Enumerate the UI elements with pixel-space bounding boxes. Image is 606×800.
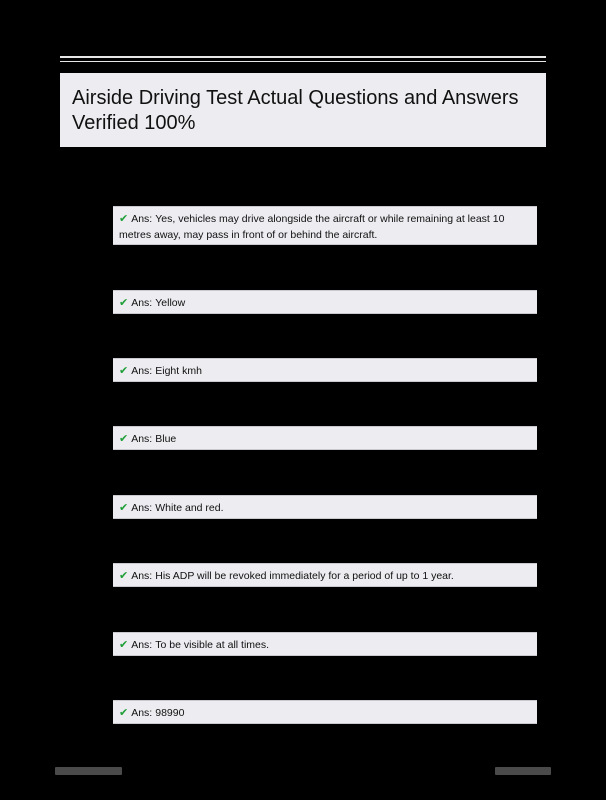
answer-box-5 [113,495,537,519]
answer-prefix: Ans: [131,639,153,651]
check-icon: ✔ [119,297,129,309]
answer-text: 98990 [155,707,185,719]
answer-text: His ADP will be revoked immediately for a period of up to 1 year. [155,570,454,582]
check-icon: ✔ [119,502,129,514]
footer-right-redacted [495,767,551,775]
answer-text: Yes, vehicles may drive alongside the aircraft or while remaining at least 10 metres away, may pass in front of or behind the aircraft. [119,213,505,241]
answer-box-8 [113,700,537,724]
top-divider-thin [60,61,546,62]
top-divider [60,56,546,58]
answer-prefix: Ans: [131,707,153,719]
answer-prefix: Ans: [131,502,153,514]
answer-box-7 [113,632,537,656]
answer-prefix: Ans: [131,297,153,309]
check-icon: ✔ [119,365,129,377]
answer-box-3 [113,358,537,382]
check-icon: ✔ [119,707,129,719]
check-icon: ✔ [119,639,129,651]
answer-prefix: Ans: [131,433,153,445]
answer-prefix: Ans: [131,365,153,377]
check-icon: ✔ [119,213,129,225]
footer-left-redacted [55,767,122,775]
check-icon: ✔ [119,433,129,445]
answer-text: Eight kmh [155,365,202,377]
answer-box-6 [113,563,537,587]
title-panel [60,73,546,147]
answer-box-2 [113,290,537,314]
check-icon: ✔ [119,570,129,582]
answer-text: To be visible at all times. [155,639,270,651]
answer-box-1 [113,206,537,245]
document-title: Airside Driving Test Actual Questions and Answers Verified 100% [72,87,519,134]
answer-prefix: Ans: [131,570,153,582]
answer-prefix: Ans: [131,213,153,225]
answer-text: Yellow [155,297,186,309]
answer-box-4 [113,426,537,450]
answer-text: Blue [155,433,177,445]
answer-text: White and red. [155,502,224,514]
